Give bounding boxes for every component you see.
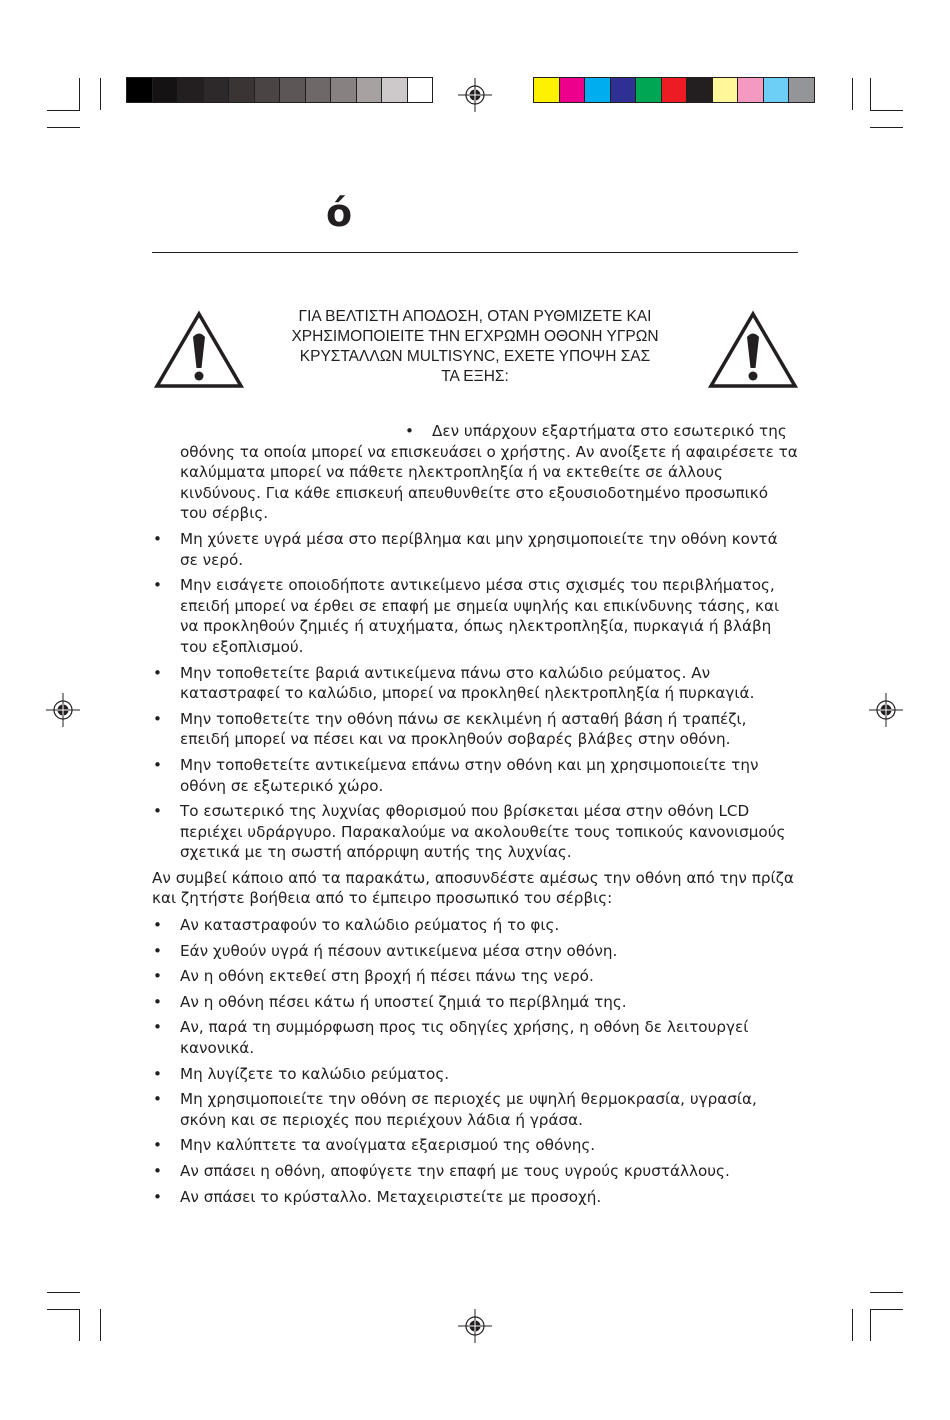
disconnect-conditions-list xyxy=(152,915,798,1207)
list-item-text: Αν σπάσει η οθόνη, αποφύγετε την επαφή με τους υγρούς κρυστάλλους. xyxy=(180,1162,730,1180)
color-swatch xyxy=(153,78,179,102)
list-item-text: Εάν χυθούν υγρά ή πέσουν αντικείμενα μέσα στην οθόνη. xyxy=(180,941,618,960)
color-swatch xyxy=(611,78,637,102)
crop-mark xyxy=(870,1309,903,1310)
color-swatch xyxy=(178,78,204,102)
warning-line: ΤΑ ΕΞΗΣ: xyxy=(441,368,509,385)
registration-mark-icon xyxy=(458,78,492,112)
warning-text xyxy=(262,307,688,387)
warning-line: ΓΙΑ ΒΕΛΤΙΣΤΗ ΑΠΟΔΟΣΗ, ΟΤΑΝ ΡΥΘΜΙΖΕΤΕ ΚΑΙ xyxy=(298,308,652,325)
list-item-text: Αν καταστραφούν το καλώδιο ρεύματος ή το φις. xyxy=(180,916,560,935)
color-swatch xyxy=(357,78,383,102)
list-item-text: Μην καλύπτετε τα ανοίγματα εξαερισμού της οθόνης. xyxy=(180,1136,596,1155)
crop-mark xyxy=(47,1292,80,1293)
lead-paragraph: Αν συμβεί κάποιο από τα παρακάτω, αποσυνδέστε αμέσως την οθόνη από την πρίζα και ζητήστε βοήθεια από το έμπειρο προσωπικό του σέρβις: xyxy=(152,868,794,908)
list-item-text: Μην εισάγετε οποιοδήποτε αντικείμενο μέσα στις σχισμές του περιβλήματος, επειδή μπορεί να έρθει σε επαφή με σημεία υψηλής και επικίνδυνης τάσης, και να προκληθούν ζημιές ή ατυχήματα, όπως ηλεκτροπληξία, πυρκαγιά ή βλάβη του εξοπλισμού. xyxy=(180,576,780,656)
safety-instructions xyxy=(152,421,798,1212)
title-rule xyxy=(152,252,798,253)
list-item xyxy=(152,966,798,987)
crop-mark xyxy=(852,78,853,110)
list-item-text: Μην τοποθετείτε αντικείμενα επάνω στην οθόνη και μη χρησιμοποιείτε την οθόνη σε εξωτερικό χώρο. xyxy=(180,755,759,795)
list-item xyxy=(152,941,798,962)
color-swatch xyxy=(127,78,153,102)
crop-mark xyxy=(870,127,903,128)
crop-mark xyxy=(870,1292,903,1293)
list-item-text: Μη λυγίζετε το καλώδιο ρεύματος. xyxy=(180,1064,450,1083)
color-swatch xyxy=(662,78,688,102)
list-item xyxy=(152,1089,798,1130)
registration-mark-icon xyxy=(458,1309,492,1343)
color-swatch xyxy=(636,78,662,102)
process-color-bar xyxy=(533,77,815,103)
color-swatch xyxy=(560,78,586,102)
list-item xyxy=(152,755,798,796)
color-swatch xyxy=(764,78,790,102)
list-item xyxy=(152,421,798,524)
color-swatch xyxy=(534,78,560,102)
color-swatch xyxy=(204,78,230,102)
crop-mark xyxy=(47,1309,80,1310)
list-item xyxy=(152,915,798,936)
crop-mark xyxy=(870,78,871,110)
list-item-text: Αν σπάσει το κρύσταλλο. Μεταχειριστείτε με προσοχή. xyxy=(180,1187,602,1206)
precautions-list xyxy=(152,421,798,863)
color-swatch xyxy=(687,78,713,102)
list-item xyxy=(152,529,798,570)
list-item xyxy=(152,575,798,657)
crop-mark xyxy=(79,1309,80,1341)
list-item xyxy=(152,992,798,1013)
list-item xyxy=(152,709,798,750)
list-item-text: Δεν υπάρχουν εξαρτήματα στο εσωτερικό της οθόνης τα οποία μπορεί να επισκευάσει ο χρήστης. Αν ανοίξετε ή αφαιρέσετε τα καλύμματα μπορεί να πάθετε ηλεκτροπληξία ή να εκτεθείτε σε άλλους κινδύνους. Για κάθε επισκευή απευθυνθείτε στο εξουσιοδοτημένο προσωπικό του σέρβις. xyxy=(180,422,798,523)
color-swatch xyxy=(408,78,433,102)
crop-mark xyxy=(870,110,903,111)
color-swatch xyxy=(280,78,306,102)
crop-mark xyxy=(852,1309,853,1341)
crop-mark xyxy=(100,1309,101,1341)
list-item xyxy=(152,663,798,704)
warning-line: ΧΡΗΣΙΜΟΠΟΙΕΙΤΕ ΤΗΝ ΕΓΧΡΩΜΗ ΟΘΟΝΗ ΥΓΡΩΝ xyxy=(291,328,659,345)
list-item xyxy=(152,1161,798,1182)
list-item-text: Το εσωτερικό της λυχνίας φθορισμού που βρίσκεται μέσα στην οθόνη LCD περιέχει υδράργυρο. Παρακαλούμε να ακολουθείτε τους τοπικούς κανονισμούς σχετικά με τη σωστή απόρριψη αυτής της λυχνίας. xyxy=(180,802,786,862)
list-item xyxy=(152,801,798,863)
color-swatch xyxy=(229,78,255,102)
color-swatch xyxy=(382,78,408,102)
list-item xyxy=(152,1064,798,1085)
list-item-text: Αν, παρά τη συμμόρφωση προς τις οδηγίες χρήσης, η οθόνη δε λειτουργεί κανονικά. xyxy=(180,1018,749,1058)
color-swatch xyxy=(331,78,357,102)
registration-mark-icon xyxy=(869,693,903,727)
warning-line: ΚΡΥΣΤΑΛΛΩΝ MULTISYNC, ΕΧΕΤΕ ΥΠΟΨΗ ΣΑΣ xyxy=(299,348,651,365)
color-swatch xyxy=(585,78,611,102)
grayscale-color-bar xyxy=(126,77,433,103)
color-swatch xyxy=(255,78,281,102)
warning-triangle-icon xyxy=(707,310,799,390)
list-item-text: Αν η οθόνη πέσει κάτω ή υποστεί ζημιά το περίβλημά της. xyxy=(180,992,627,1011)
page-title: ό xyxy=(326,191,353,235)
list-item xyxy=(152,1135,798,1156)
list-item xyxy=(152,1017,798,1058)
registration-mark-icon xyxy=(46,693,80,727)
list-item-text: Μην τοποθετείτε βαριά αντικείμενα πάνω στο καλώδιο ρεύματος. Αν καταστραφεί το καλώδιο, μπορεί να προκληθεί ηλεκτροπληξία ή πυρκαγιά. xyxy=(180,663,755,703)
crop-mark xyxy=(79,78,80,110)
color-swatch xyxy=(306,78,332,102)
color-swatch xyxy=(713,78,739,102)
list-item-text: Μη χρησιμοποιείτε την οθόνη σε περιοχές με υψηλή θερμοκρασία, υγρασία, σκόνη και σε περιοχές που περιέχουν λάδια ή γράσα. xyxy=(180,1090,757,1129)
crop-mark xyxy=(100,78,101,110)
crop-mark xyxy=(47,110,80,111)
warning-triangle-icon xyxy=(153,310,245,390)
list-item-text: Μην τοποθετείτε την οθόνη πάνω σε κεκλιμένη ή ασταθή βάση ή τραπέζι, επειδή μπορεί να πέσει και να προκληθούν σοβαρές βλάβες στην οθόνη. xyxy=(180,709,747,749)
crop-mark xyxy=(47,127,80,128)
color-swatch xyxy=(789,78,814,102)
list-item-text: Αν η οθόνη εκτεθεί στη βροχή ή πέσει πάνω της νερό. xyxy=(180,967,594,986)
list-item xyxy=(152,1187,798,1208)
color-swatch xyxy=(738,78,764,102)
crop-mark xyxy=(870,1309,871,1341)
list-item-text: Μη χύνετε υγρά μέσα στο περίβλημα και μην χρησιμοποιείτε την οθόνη κοντά σε νερό. xyxy=(180,529,778,569)
